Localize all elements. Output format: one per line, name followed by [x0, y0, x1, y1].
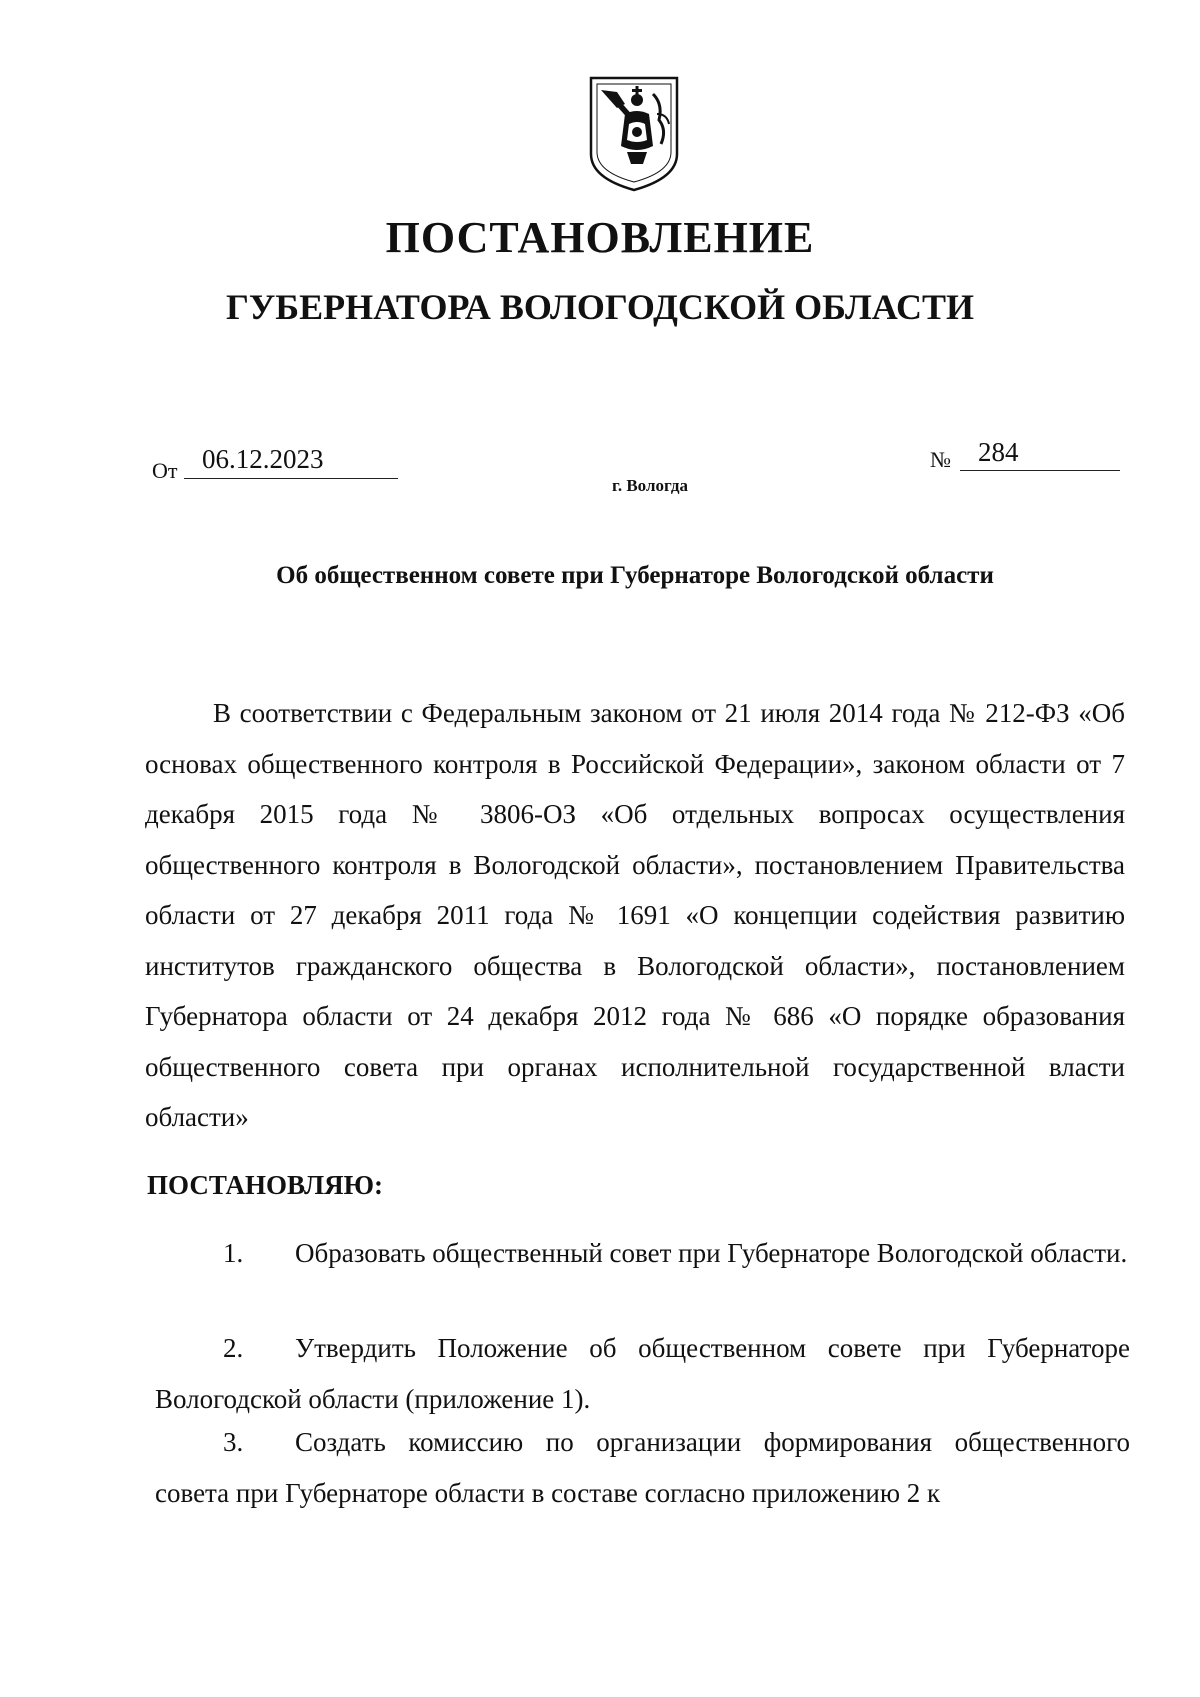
list-item — [155, 1228, 1130, 1279]
date-value: 06.12.2023 — [184, 440, 398, 479]
number-label: № — [930, 447, 951, 472]
document-title: ПОСТАНОВЛЕНИЕ — [385, 213, 815, 262]
decree-label: ПОСТАНОВЛЯЮ: — [147, 1170, 383, 1200]
item-text: Образовать общественный совет при Губернаторе Вологодской области. — [295, 1238, 1128, 1268]
document-subject: Об общественном совете при Губернаторе Вологодской области — [276, 562, 994, 589]
date-label: От — [152, 458, 178, 483]
number-value: 284 — [960, 434, 1120, 471]
preamble-paragraph: В соответствии с Федеральным законом от 21 июля 2014 года № 212-ФЗ «Об основах общественного контроля в Российской Федерации», законом области от 7 декабря 2015 года № 3806-ОЗ «Об отдельных вопросах осуществления общественного контроля в Вологодской области», постановлением Правительства области от 27 декабря 2011 года № 1691 «О концепции содействия развитию институтов гражданского общества в Вологодской области», постановлением Губернатора области от 24 декабря 2012 года № 686 «О порядке образования общественного совета при органах исполнительной государственной власти области» — [145, 698, 1125, 1132]
item-number: 3. — [223, 1427, 244, 1457]
document-subtitle: ГУБЕРНАТОРА ВОЛОГОДСКОЙ ОБЛАСТИ — [225, 287, 975, 327]
coat-of-arms-icon — [587, 74, 681, 194]
item-text: Утвердить Положение об общественном совете при Губернаторе Вологодской области (приложение 1). — [155, 1333, 1130, 1414]
item-number: 1. — [223, 1238, 244, 1268]
list-item — [155, 1323, 1130, 1424]
list-item — [155, 1417, 1130, 1518]
item-number: 2. — [223, 1333, 244, 1363]
item-text: Создать комиссию по организации формирования общественного совета при Губернаторе области в составе согласно приложению 2 к — [155, 1427, 1130, 1508]
city-label: г. Вологда — [612, 476, 688, 495]
